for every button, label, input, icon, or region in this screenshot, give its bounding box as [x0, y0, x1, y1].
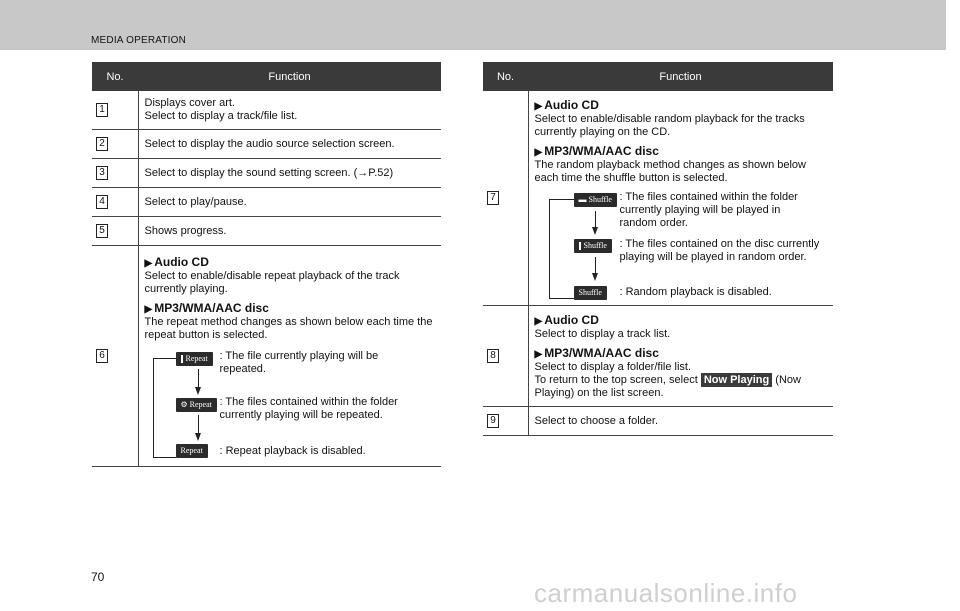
function-text: Select to enable/disable random playback for the tracks currently playing on the CD. — [534, 113, 805, 138]
subheading: ▶ MP3/WMA/AAC disc — [144, 301, 269, 315]
table-row — [483, 91, 833, 306]
down-arrow-icon — [592, 227, 598, 235]
row-number: 9 — [487, 414, 499, 428]
shuffle-disc-button-image: Shuffle — [574, 239, 612, 253]
function-text: Shows progress. — [144, 224, 227, 237]
table-row — [483, 407, 833, 436]
row-number: 1 — [96, 103, 108, 117]
row-number: 5 — [96, 224, 108, 238]
down-arrow-icon — [195, 387, 201, 395]
subheading: ▶ MP3/WMA/AAC disc — [534, 144, 659, 158]
right-table — [483, 62, 833, 436]
shuffle-folder-button-image: ▬ Shuffle — [574, 193, 617, 207]
function-text: To return to the top screen, select Now Playing (Now Playing) on the list screen. — [534, 374, 801, 399]
subheading: ▶ Audio CD — [534, 98, 599, 112]
row-number: 4 — [96, 195, 108, 209]
left-table — [92, 62, 441, 467]
state-label: : Repeat playback is disabled. — [219, 445, 366, 457]
page-header — [0, 0, 946, 50]
row-function — [138, 91, 441, 130]
col-header-no: No. — [483, 62, 528, 91]
repeat-off-button-image: Repeat — [176, 444, 208, 458]
function-text: Displays cover art. — [144, 97, 235, 109]
col-header-function: Function — [138, 62, 441, 91]
subheading: ▶ MP3/WMA/AAC disc — [534, 346, 659, 360]
state-label: : The files contained on the disc currently playing will be played in random order. — [619, 238, 820, 263]
function-text: Select to enable/disable repeat playback of the track currently playing. — [144, 270, 400, 295]
subheading: ▶ Audio CD — [534, 313, 599, 327]
table-row — [92, 91, 441, 130]
cycle-line — [549, 199, 574, 299]
function-text: Select to play/pause. — [144, 195, 247, 208]
now-playing-button-image: Now Playing — [701, 373, 772, 387]
table-row — [92, 159, 441, 188]
row-number: 3 — [96, 166, 108, 180]
row-number: 8 — [487, 349, 499, 363]
state-label: : The files contained within the folder currently playing will be repeated. — [219, 396, 398, 421]
function-text: Select to choose a folder. — [534, 414, 659, 427]
cycle-line — [153, 358, 176, 458]
state-label: : The file currently playing will be repeated. — [219, 350, 379, 375]
function-text: Select to display the audio source selection screen. — [144, 137, 395, 150]
state-label: : Random playback is disabled. — [619, 286, 772, 298]
down-arrow-icon — [592, 273, 598, 281]
table-row — [92, 188, 441, 217]
row-number: 6 — [96, 349, 108, 363]
subheading: ▶ Audio CD — [144, 255, 209, 269]
col-header-function: Function — [528, 62, 833, 91]
function-text: Select to display a folder/file list. — [534, 361, 692, 373]
table-row — [92, 246, 441, 467]
table-row — [92, 217, 441, 246]
row-number: 2 — [96, 137, 108, 151]
repeat-button-image: Repeat — [176, 352, 213, 366]
watermark: carmanualsonline.info — [534, 578, 798, 608]
table-row — [483, 306, 833, 407]
down-arrow-icon — [195, 433, 201, 441]
repeat-diagram — [145, 346, 436, 462]
function-text: The repeat method changes as shown below each time the repeat button is selected. — [144, 316, 433, 341]
section-title: MEDIA OPERATION — [91, 35, 187, 46]
shuffle-off-button-image: Shuffle — [574, 286, 607, 300]
repeat-folder-button-image: ⚙ Repeat — [176, 398, 217, 412]
function-text: The random playback method changes as shown below each time the shuffle button is selected. — [534, 159, 806, 184]
function-text: Select to display a track list. — [534, 328, 671, 340]
function-text: Select to display the sound setting screen. (→P.52) — [144, 166, 394, 179]
col-header-no: No. — [92, 62, 138, 91]
shuffle-diagram — [535, 189, 828, 301]
table-row — [92, 130, 441, 159]
row-number: 7 — [487, 191, 499, 205]
function-text: Select to display a track/file list. — [144, 110, 298, 122]
state-label: : The files contained within the folder currently playing will be played in random order. — [619, 191, 798, 229]
page-number: 70 — [91, 570, 105, 584]
